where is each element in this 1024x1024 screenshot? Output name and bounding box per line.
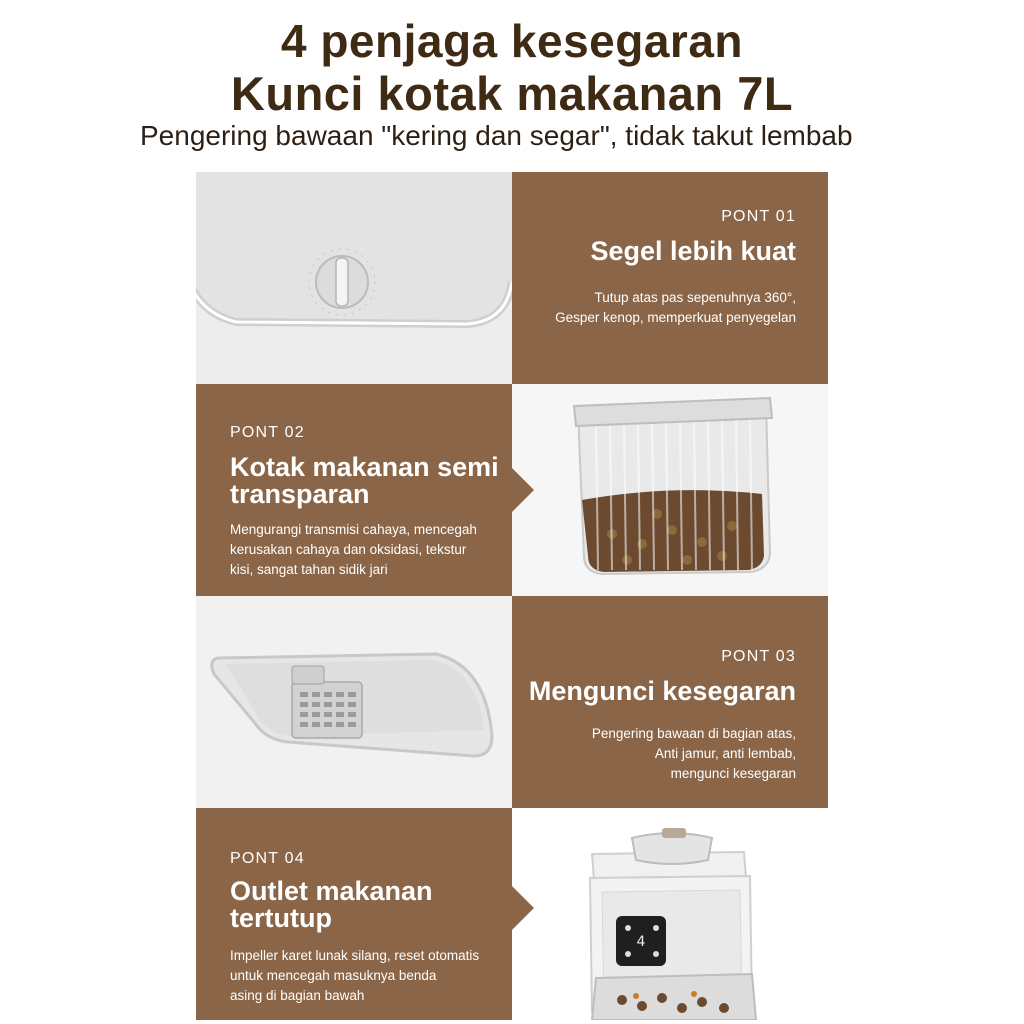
point-01-panel (512, 172, 828, 384)
point-label: PONT 04 (230, 850, 305, 867)
page-subtitle: Pengering bawaan "kering dan segar", tidak takut lembab (140, 120, 853, 151)
feature-grid (196, 172, 828, 1020)
desiccant-lid-illustration (196, 596, 512, 808)
point-03-panel (512, 596, 828, 808)
lid-knob-photo (196, 172, 512, 384)
point-heading: Mengunci kesegaran (528, 676, 796, 706)
point-heading (230, 878, 433, 932)
point-02-panel (196, 384, 512, 596)
description-line: Pengering bawaan di bagian atas, (591, 726, 796, 741)
food-container-illustration (512, 384, 828, 596)
pointer-arrow (512, 886, 534, 930)
heading-line: Outlet makanan (230, 876, 433, 906)
heading-line: transparan (230, 479, 370, 509)
svg-text:4: 4 (636, 934, 646, 950)
point-label: PONT 03 (721, 648, 796, 665)
description-line: untuk mencegah masuknya benda (230, 968, 437, 983)
point-description (592, 724, 796, 784)
description-line: asing di bagian bawah (230, 988, 365, 1003)
pet-feeder-photo (512, 808, 828, 1020)
description-line: Gesper kenop, memperkuat penyegelan (555, 310, 796, 325)
point-heading (230, 454, 499, 508)
description-line: Mengurangi transmisi cahaya, mencegah (230, 522, 477, 537)
pet-feeder-illustration (512, 808, 828, 1020)
point-description (230, 946, 479, 1006)
food-container-photo (512, 384, 828, 596)
point-04-panel (196, 808, 512, 1020)
pointer-arrow (512, 468, 534, 512)
description-line: mengunci kesegaran (670, 766, 796, 781)
description-line: Anti jamur, anti lembab, (654, 746, 796, 761)
page-title: 4 penjaga kesegaran (280, 15, 744, 67)
point-description (555, 288, 796, 328)
lid-knob-illustration (196, 172, 512, 384)
page-title-line-2: Kunci kotak makanan 7L (230, 67, 794, 120)
description-line: kisi, sangat tahan sidik jari (230, 562, 388, 577)
point-label: PONT 02 (230, 424, 305, 441)
description-line: Tutup atas pas sepenuhnya 360°, (594, 290, 796, 305)
point-description (230, 520, 477, 580)
heading-line: Kotak makanan semi (230, 452, 499, 482)
heading-line: tertutup (230, 903, 332, 933)
desiccant-lid-photo (196, 596, 512, 808)
description-line: kerusakan cahaya dan oksidasi, tekstur (230, 542, 467, 557)
point-heading: Segel lebih kuat (590, 236, 796, 266)
point-label: PONT 01 (721, 208, 796, 225)
description-line: Impeller karet lunak silang, reset otomatis (230, 948, 480, 963)
